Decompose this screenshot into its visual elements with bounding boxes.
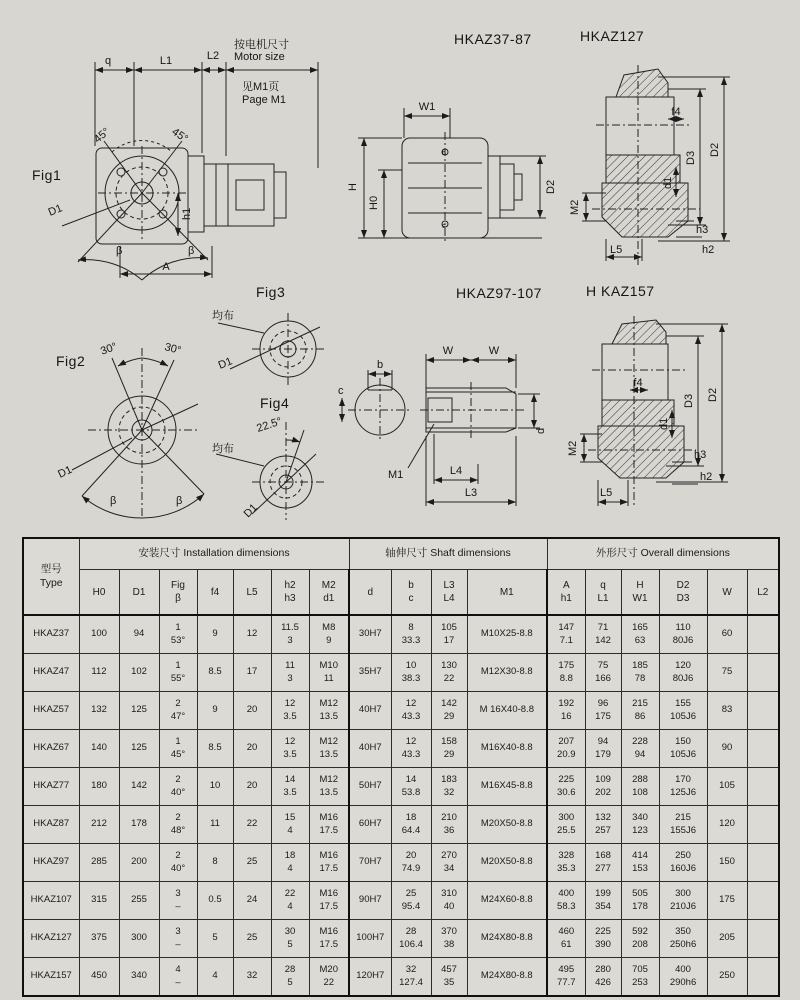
table-cell: 400 290h6 <box>659 958 707 997</box>
angle-45-left: 45° <box>91 125 113 146</box>
group-header: 外形尺寸 Overall dimensions <box>547 538 779 570</box>
table-cell: 3 – <box>159 882 197 920</box>
row-type: HKAZ57 <box>23 692 79 730</box>
table-cell: 212 <box>79 806 119 844</box>
table-cell: 175 <box>707 882 747 920</box>
table-cell: 20 <box>233 730 271 768</box>
table-cell: M16 17.5 <box>309 844 349 882</box>
table-cell: 12 43.3 <box>391 730 431 768</box>
table-cell: 12 43.3 <box>391 692 431 730</box>
fig3-title: Fig3 <box>256 284 286 300</box>
dim-label-d3: D3 <box>685 150 697 165</box>
table-cell: 300 25.5 <box>547 806 585 844</box>
beta-left: β <box>110 495 117 507</box>
hkaz127-drawing <box>569 25 800 270</box>
table-cell: 40H7 <box>349 730 391 768</box>
column-header: b c <box>391 570 431 616</box>
table-cell: 215 86 <box>621 692 659 730</box>
table-cell: 25 <box>233 920 271 958</box>
dim-label-h3: h3 <box>696 224 709 236</box>
table-cell: 170 125J6 <box>659 768 707 806</box>
table-cell: 10 38.3 <box>391 654 431 692</box>
table-cell: 340 <box>119 958 159 997</box>
table-cell <box>747 806 779 844</box>
table-cell: 340 123 <box>621 806 659 844</box>
table-row <box>23 806 779 844</box>
table-cell <box>747 692 779 730</box>
table-cell: 285 <box>79 844 119 882</box>
table-cell: 250 160J6 <box>659 844 707 882</box>
hkaz97-107-title: HKAZ97-107 <box>456 285 542 301</box>
table-cell <box>747 882 779 920</box>
angle-225: 22.5° <box>255 415 284 435</box>
column-header: A h1 <box>547 570 585 616</box>
table-cell: 20 <box>233 692 271 730</box>
motor-size-cn: 按电机尺寸 <box>234 39 289 51</box>
table-cell: 14 3.5 <box>271 768 309 806</box>
row-type: HKAZ47 <box>23 654 79 692</box>
table-cell: M10 11 <box>309 654 349 692</box>
table-cell: 205 <box>707 920 747 958</box>
table-cell: 310 40 <box>431 882 467 920</box>
table-cell: 35H7 <box>349 654 391 692</box>
dim-label-m1: M1 <box>388 469 404 481</box>
dim-label-l1: L1 <box>159 55 173 67</box>
table-cell: 8.5 <box>197 654 233 692</box>
dim-label-q: q <box>104 55 112 67</box>
group-header: 安装尺寸 Installation dimensions <box>79 538 349 570</box>
dim-label-l3: L3 <box>464 487 478 499</box>
table-row <box>23 692 779 730</box>
table-cell: 12 <box>233 615 271 654</box>
table-cell: M8 9 <box>309 615 349 654</box>
table-cell: 22 4 <box>271 882 309 920</box>
fig4-title: Fig4 <box>260 395 290 411</box>
table-cell: 4 – <box>159 958 197 997</box>
fig2-title: Fig2 <box>56 353 86 369</box>
table-cell: 300 <box>119 920 159 958</box>
table-cell: 140 <box>79 730 119 768</box>
table-cell: 12 3.5 <box>271 730 309 768</box>
dim-label-w1: W1 <box>418 101 436 113</box>
page-m1-en: Page M1 <box>242 94 287 106</box>
table-cell: 370 38 <box>431 920 467 958</box>
column-header: L3 L4 <box>431 570 467 616</box>
table-cell: M12 13.5 <box>309 692 349 730</box>
table-cell: 109 202 <box>585 768 621 806</box>
column-header: D2 D3 <box>659 570 707 616</box>
table-cell <box>747 615 779 654</box>
table-cell: 14 53.8 <box>391 768 431 806</box>
type-column-header: 型号 Type <box>23 538 79 615</box>
row-type: HKAZ67 <box>23 730 79 768</box>
table-cell: 24 <box>233 882 271 920</box>
column-header: H W1 <box>621 570 659 616</box>
table-cell: 150 <box>707 844 747 882</box>
dim-label-w-right: W <box>488 345 500 357</box>
table-cell: 592 208 <box>621 920 659 958</box>
table-cell: 100H7 <box>349 920 391 958</box>
table-row <box>23 844 779 882</box>
table-cell: 207 20.9 <box>547 730 585 768</box>
table-cell: 2 48° <box>159 806 197 844</box>
angle-45-right: 45° <box>169 125 190 146</box>
column-header: D1 <box>119 570 159 616</box>
page-m1-cn: 见M1页 <box>242 81 280 93</box>
table-cell: 142 29 <box>431 692 467 730</box>
table-cell: 495 77.7 <box>547 958 585 997</box>
table-cell: 215 155J6 <box>659 806 707 844</box>
table-cell: 105 17 <box>431 615 467 654</box>
row-type: HKAZ87 <box>23 806 79 844</box>
column-header: W <box>707 570 747 616</box>
table-row <box>23 768 779 806</box>
dim-label-d1: d1 <box>662 176 674 189</box>
table-cell: M24X60-8.8 <box>467 882 547 920</box>
table-cell: 155 105J6 <box>659 692 707 730</box>
table-cell: 25 <box>233 844 271 882</box>
hkaz37-87-drawing <box>342 28 572 246</box>
table-cell: 25 95.4 <box>391 882 431 920</box>
table-cell: 11.5 3 <box>271 615 309 654</box>
hkaz37-87-title: HKAZ37-87 <box>454 31 532 47</box>
table-cell: 158 29 <box>431 730 467 768</box>
table-cell: 9 <box>197 692 233 730</box>
table-cell <box>747 920 779 958</box>
dim-label-d1: D1 <box>216 355 235 372</box>
table-cell: 4 <box>197 958 233 997</box>
table-cell: 8 <box>197 844 233 882</box>
table-cell: 112 <box>79 654 119 692</box>
table-cell: 40H7 <box>349 692 391 730</box>
table-cell: M16X45-8.8 <box>467 768 547 806</box>
table-cell: 105 <box>707 768 747 806</box>
table-cell: 225 390 <box>585 920 621 958</box>
table-cell: 132 <box>79 692 119 730</box>
hkaz97-107-drawing <box>338 282 578 512</box>
table-cell: 32 <box>233 958 271 997</box>
table-cell <box>747 844 779 882</box>
table-cell: 94 179 <box>585 730 621 768</box>
dim-label-h3: h3 <box>694 449 707 461</box>
table-cell: 457 35 <box>431 958 467 997</box>
dim-label-d2: D2 <box>709 142 721 157</box>
table-cell: 28 5 <box>271 958 309 997</box>
table-cell: M12 13.5 <box>309 730 349 768</box>
row-type: HKAZ77 <box>23 768 79 806</box>
table-cell: 125 <box>119 692 159 730</box>
table-cell: M 16X40-8.8 <box>467 692 547 730</box>
dim-label-b: b <box>376 359 384 371</box>
column-header: H0 <box>79 570 119 616</box>
table-cell: 11 <box>197 806 233 844</box>
table-cell: 5 <box>197 920 233 958</box>
table-cell: 178 <box>119 806 159 844</box>
column-header: d <box>349 570 391 616</box>
table-cell: 225 30.6 <box>547 768 585 806</box>
hkaz157-title: H KAZ157 <box>586 283 655 299</box>
table-cell: 1 53° <box>159 615 197 654</box>
table-row <box>23 730 779 768</box>
table-cell: 18 4 <box>271 844 309 882</box>
label-c-small: c <box>442 223 446 230</box>
beta-right: β <box>176 495 183 507</box>
table-row <box>23 882 779 920</box>
table-cell: 102 <box>119 654 159 692</box>
table-cell: 28 106.4 <box>391 920 431 958</box>
table-cell: 400 58.3 <box>547 882 585 920</box>
table-cell: 15 4 <box>271 806 309 844</box>
table-cell: 120 <box>707 806 747 844</box>
dim-label-h: H <box>347 183 359 191</box>
table-cell: 130 22 <box>431 654 467 692</box>
table-cell: M16 17.5 <box>309 882 349 920</box>
row-type: HKAZ127 <box>23 920 79 958</box>
column-header: L5 <box>233 570 271 616</box>
angle-30-left: 30° <box>99 340 119 358</box>
dim-label-f4: f4 <box>671 106 681 118</box>
column-header: M1 <box>467 570 547 616</box>
column-header: f4 <box>197 570 233 616</box>
table-cell: 20 <box>233 768 271 806</box>
table-cell: 250 <box>707 958 747 997</box>
dim-label-d1: D1 <box>46 202 65 219</box>
table-cell: 17 <box>233 654 271 692</box>
table-cell <box>747 958 779 997</box>
table-cell: 22 <box>233 806 271 844</box>
table-cell: 705 253 <box>621 958 659 997</box>
table-cell: 328 35.3 <box>547 844 585 882</box>
dim-label-d3: D3 <box>683 393 695 408</box>
table-cell: 12 3.5 <box>271 692 309 730</box>
column-header: Fig β <box>159 570 197 616</box>
column-header: L2 <box>747 570 779 616</box>
fig2-drawing <box>48 318 218 523</box>
table-cell: M16 17.5 <box>309 806 349 844</box>
dim-label-d2: D2 <box>545 179 557 194</box>
junbu-label: 均布 <box>212 310 234 322</box>
row-type: HKAZ107 <box>23 882 79 920</box>
dim-label-d: d <box>535 427 547 434</box>
row-type: HKAZ37 <box>23 615 79 654</box>
table-cell: 300 210J6 <box>659 882 707 920</box>
dim-label-l5: L5 <box>600 487 613 499</box>
label-b-small: b <box>442 150 446 157</box>
table-cell: 270 34 <box>431 844 467 882</box>
table-cell: M20X50-8.8 <box>467 844 547 882</box>
beta-left: β <box>116 245 123 257</box>
table-cell: 50H7 <box>349 768 391 806</box>
beta-right: β <box>188 245 195 257</box>
table-cell: 210 36 <box>431 806 467 844</box>
table-cell: 125 <box>119 730 159 768</box>
table-cell: 90H7 <box>349 882 391 920</box>
table-row <box>23 615 779 654</box>
table-cell: 147 7.1 <box>547 615 585 654</box>
table-cell: 90 <box>707 730 747 768</box>
table-cell: 30H7 <box>349 615 391 654</box>
table-cell: 350 250h6 <box>659 920 707 958</box>
table-cell: 142 <box>119 768 159 806</box>
table-cell: 505 178 <box>621 882 659 920</box>
angle-30-right: 30° <box>163 341 183 358</box>
table-cell: 168 277 <box>585 844 621 882</box>
dim-label-d1: D1 <box>56 463 75 481</box>
table-cell: M16 17.5 <box>309 920 349 958</box>
table-cell: 70H7 <box>349 844 391 882</box>
table-cell: 228 94 <box>621 730 659 768</box>
table-cell: M10X25-8.8 <box>467 615 547 654</box>
table-cell: M24X80-8.8 <box>467 958 547 997</box>
dim-label-m2: M2 <box>569 199 581 215</box>
table-cell: 9 <box>197 615 233 654</box>
dim-label-h1: h1 <box>181 207 193 220</box>
dim-label-d2: D2 <box>707 387 719 402</box>
table-cell: 192 16 <box>547 692 585 730</box>
dim-label-a: A <box>162 261 170 273</box>
table-cell: 165 63 <box>621 615 659 654</box>
table-cell: 32 127.4 <box>391 958 431 997</box>
table-cell: 60 <box>707 615 747 654</box>
table-cell: 120 80J6 <box>659 654 707 692</box>
table-cell: 20 74.9 <box>391 844 431 882</box>
table-cell: 96 175 <box>585 692 621 730</box>
table-cell: 315 <box>79 882 119 920</box>
table-cell: 100 <box>79 615 119 654</box>
hkaz127-title: HKAZ127 <box>580 28 645 44</box>
table-cell: 83 <box>707 692 747 730</box>
dim-label-m2: M2 <box>567 440 579 456</box>
table-cell: 450 <box>79 958 119 997</box>
dim-label-l2: L2 <box>206 50 220 62</box>
table-cell: 110 80J6 <box>659 615 707 654</box>
table-cell: M12 13.5 <box>309 768 349 806</box>
table-cell: 18 64.4 <box>391 806 431 844</box>
junbu-label: 均布 <box>212 443 234 455</box>
dimension-table <box>22 537 780 997</box>
table-cell: 460 61 <box>547 920 585 958</box>
group-header: 轴伸尺寸 Shaft dimensions <box>349 538 547 570</box>
column-header: h2 h3 <box>271 570 309 616</box>
table-cell: 120H7 <box>349 958 391 997</box>
table-row <box>23 920 779 958</box>
table-cell <box>747 730 779 768</box>
table-cell: 414 153 <box>621 844 659 882</box>
table-cell: 2 40° <box>159 844 197 882</box>
table-cell: 8.5 <box>197 730 233 768</box>
dim-label-l4: L4 <box>449 465 463 477</box>
table-cell: 1 45° <box>159 730 197 768</box>
fig3-drawing <box>208 283 338 395</box>
table-cell: 30 5 <box>271 920 309 958</box>
table-cell: 180 <box>79 768 119 806</box>
table-cell: 199 354 <box>585 882 621 920</box>
table-cell: 132 257 <box>585 806 621 844</box>
dim-label-w-left: W <box>442 345 454 357</box>
dim-label-h2: h2 <box>702 244 715 256</box>
row-type: HKAZ157 <box>23 958 79 997</box>
fig4-drawing <box>208 392 338 522</box>
table-cell: M20 22 <box>309 958 349 997</box>
hkaz157-drawing <box>567 278 800 513</box>
table-cell: 185 78 <box>621 654 659 692</box>
dim-label-f4: f4 <box>633 377 643 389</box>
dim-label-d1: d1 <box>658 417 670 430</box>
table-cell: 200 <box>119 844 159 882</box>
table-cell: 288 108 <box>621 768 659 806</box>
table-cell: 2 40° <box>159 768 197 806</box>
table-cell: M20X50-8.8 <box>467 806 547 844</box>
table-cell: 10 <box>197 768 233 806</box>
dim-label-l5: L5 <box>610 244 623 256</box>
table-cell: 60H7 <box>349 806 391 844</box>
table-cell: M24X80-8.8 <box>467 920 547 958</box>
column-header: M2 d1 <box>309 570 349 616</box>
table-cell: 94 <box>119 615 159 654</box>
table-cell <box>747 768 779 806</box>
table-cell: 11 3 <box>271 654 309 692</box>
table-cell: 175 8.8 <box>547 654 585 692</box>
table-cell: 1 55° <box>159 654 197 692</box>
table-cell: 280 426 <box>585 958 621 997</box>
table-cell: 375 <box>79 920 119 958</box>
table-cell: 150 105J6 <box>659 730 707 768</box>
table-cell: 0.5 <box>197 882 233 920</box>
dim-label-c: c <box>338 385 344 397</box>
dim-label-h0: H0 <box>368 195 380 210</box>
dim-label-d1: D1 <box>241 501 261 521</box>
row-type: HKAZ97 <box>23 844 79 882</box>
table-cell: 3 – <box>159 920 197 958</box>
table-cell: 2 47° <box>159 692 197 730</box>
table-cell: M12X30-8.8 <box>467 654 547 692</box>
table-row <box>23 654 779 692</box>
table-cell: 75 <box>707 654 747 692</box>
table-cell: 8 33.3 <box>391 615 431 654</box>
table-cell: M16X40-8.8 <box>467 730 547 768</box>
motor-size-en: Motor size <box>234 51 285 63</box>
fig1-title: Fig1 <box>32 167 62 183</box>
fig1-drawing <box>20 28 335 278</box>
table-cell: 255 <box>119 882 159 920</box>
table-cell: 71 142 <box>585 615 621 654</box>
table-row <box>23 958 779 997</box>
dim-label-h2: h2 <box>700 471 713 483</box>
column-header: q L1 <box>585 570 621 616</box>
table-cell: 75 166 <box>585 654 621 692</box>
table-cell <box>747 654 779 692</box>
table-cell: 183 32 <box>431 768 467 806</box>
